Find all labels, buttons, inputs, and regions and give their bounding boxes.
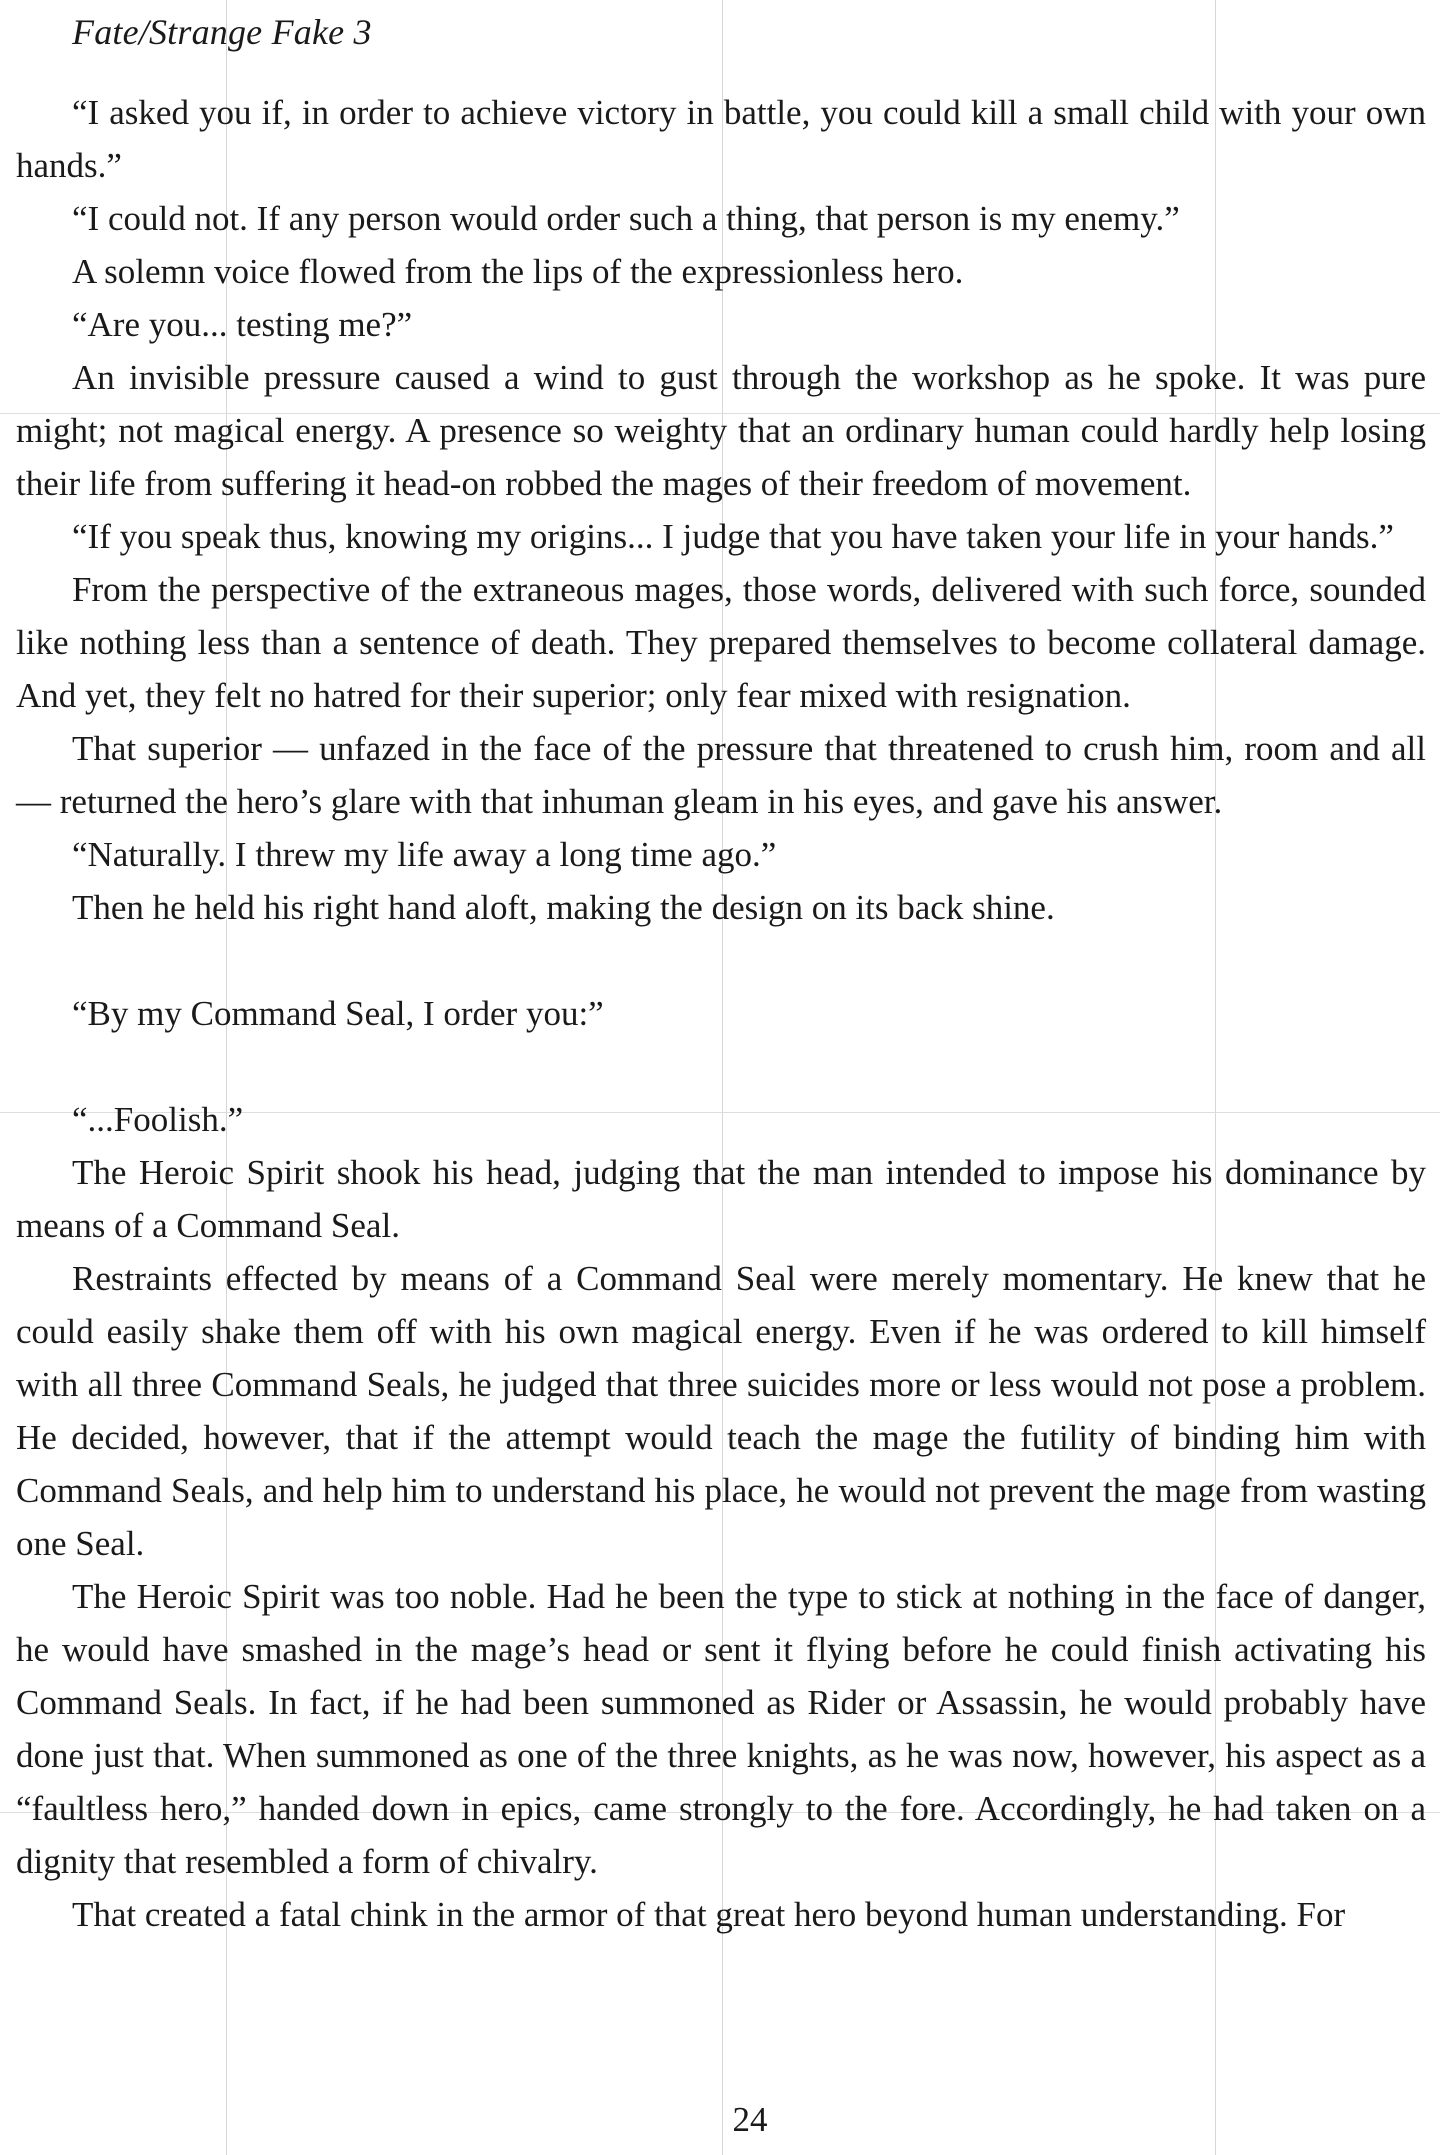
paragraph: “By my Command Seal, I order you:” xyxy=(72,994,604,1033)
paragraph: “...Foolish.” xyxy=(72,1100,244,1139)
paragraph: “I could not. If any person would order such a thing, that person is my enemy.” xyxy=(72,199,1180,238)
paragraph: That created a fatal chink in the armor of that great hero beyond human understanding. For xyxy=(72,1895,1346,1934)
paragraph: The Heroic Spirit shook his head, judging that the man intended to impose his dominance by means of a Command Seal. xyxy=(16,1153,1426,1245)
paragraph: Restraints effected by means of a Command Seal were merely momentary. He knew that he could easily shake them off with his own magical energy. Even if he was ordered to kill himself with all three Command Seals, he judged that three suicides more or less would not pose a problem. He decided, however, that if the attempt would teach the mage the futility of binding him with Command Seals, and help him to understand his place, he would not prevent the mage from wasting one Seal. xyxy=(16,1259,1426,1563)
paragraph: An invisible pressure caused a wind to gust through the workshop as he spoke. It was pure might; not magical energy. A presence so weighty that an ordinary human could hardly help losing their life from suffering it head-on robbed the mages of their freedom of movement. xyxy=(16,358,1426,503)
paragraph: A solemn voice flowed from the lips of the expressionless hero. xyxy=(72,252,964,291)
paragraph: The Heroic Spirit was too noble. Had he been the type to stick at nothing in the face of danger, he would have smashed in the mage’s head or sent it flying before he could finish activating his Command Seals. In fact, if he had been summoned as Rider or Assassin, he would probably have done just that. When summoned as one of the three knights, as he was now, however, his aspect as a “faultless hero,” handed down in epics, came strongly to the fore. Accordingly, he had taken on a dignity that resembled a form of chivalry. xyxy=(16,1577,1426,1881)
scene-break xyxy=(16,1040,1426,1093)
paragraph: “Are you... testing me?” xyxy=(72,305,413,344)
running-header: Fate/Strange Fake 3 xyxy=(72,12,372,52)
paragraph: That superior — unfazed in the face of the pressure that threatened to crush him, room and all — returned the hero’s glare with that inhuman gleam in his eyes, and gave his answer. xyxy=(16,729,1426,821)
paragraph: Then he held his right hand aloft, making the design on its back shine. xyxy=(72,888,1055,927)
body-text xyxy=(16,86,1426,1941)
page-number: 24 xyxy=(732,2100,768,2139)
paragraph: “If you speak thus, knowing my origins... I judge that you have taken your life in your hands.” xyxy=(72,517,1394,556)
paragraph: From the perspective of the extraneous mages, those words, delivered with such force, sounded like nothing less than a sentence of death. They prepared themselves to become collateral damage. And yet, they felt no hatred for their superior; only fear mixed with resignation. xyxy=(16,570,1426,715)
paragraph: “Naturally. I threw my life away a long time ago.” xyxy=(72,835,777,874)
scene-break xyxy=(16,934,1426,987)
paragraph: “I asked you if, in order to achieve victory in battle, you could kill a small child with your own hands.” xyxy=(16,93,1426,185)
